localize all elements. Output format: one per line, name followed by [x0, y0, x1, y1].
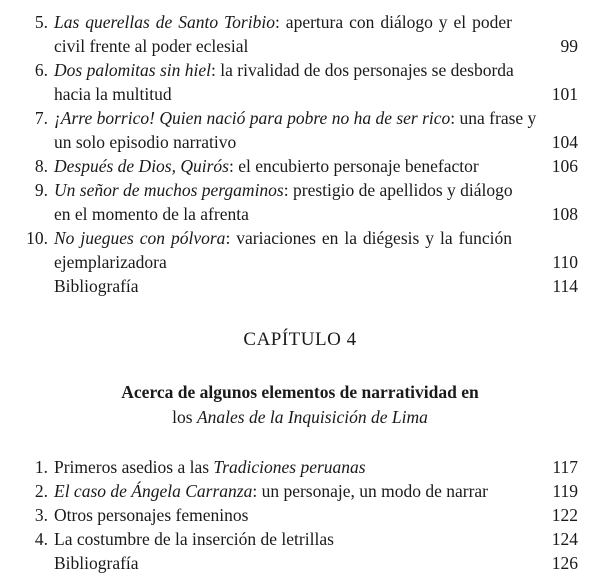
toc-entry[interactable]	[0, 455, 600, 479]
entry-text	[54, 479, 512, 503]
toc-entry[interactable]	[0, 10, 600, 58]
toc-chapter-4-list	[0, 455, 600, 575]
chapter-label: CAPÍTULO 4	[243, 329, 357, 350]
entry-number: 4.	[34, 529, 48, 549]
entry-text: Bibliografía	[54, 276, 139, 296]
entry-title: Un señor de muchos pergaminos	[54, 180, 284, 200]
entry-prefix: Primeros asedios a las	[54, 457, 214, 477]
entry-number: 5.	[34, 12, 48, 32]
entry-text	[54, 503, 512, 527]
entry-text-continued: en el momento de la afrenta	[54, 204, 249, 224]
entry-page-number: 101	[551, 84, 578, 104]
entry-title: ¡Arre borrico! Quien nació para pobre no ha de ser rico	[54, 108, 451, 128]
entry-number: 3.	[34, 505, 48, 525]
entry-description: : un personaje, un modo de narrar	[252, 481, 489, 501]
toc-entry[interactable]	[0, 503, 600, 527]
entry-text	[54, 455, 512, 479]
entry-text	[54, 527, 512, 551]
entry-description: : apertura con diálogo y el poder	[274, 12, 512, 32]
entry-page-number: 126	[551, 553, 578, 573]
entry-prefix: Otros personajes femeninos	[54, 505, 249, 525]
entry-description: : la rivalidad de dos personajes se desborda	[211, 60, 514, 80]
entry-page-number: 99	[560, 36, 578, 56]
toc-entry[interactable]	[0, 154, 600, 178]
entry-number: 8.	[34, 156, 48, 176]
entry-text	[54, 226, 512, 250]
entry-description: : prestigio de apellidos y diálogo	[283, 180, 513, 200]
entry-title: Tradiciones peruanas	[213, 457, 366, 477]
entry-prefix: Bibliografía	[54, 553, 139, 573]
entry-page-number: 114	[552, 276, 578, 296]
entry-page-number: 124	[551, 529, 578, 549]
entry-page-number: 108	[551, 204, 578, 224]
entry-description: : variaciones en la diégesis y la función	[225, 228, 512, 248]
entry-page-number: 106	[551, 156, 578, 176]
entry-text-continued: ejemplarizadora	[54, 252, 167, 272]
entry-text-continued: civil frente al poder eclesial	[54, 36, 249, 56]
toc-entry[interactable]	[0, 178, 600, 226]
entry-title: Después de Dios, Quirós	[54, 156, 229, 176]
toc-entry[interactable]	[0, 479, 600, 503]
entry-text	[54, 106, 537, 130]
entry-number: 2.	[34, 481, 48, 501]
chapter-heading: Acerca de algunos elementos de narratividad en	[121, 382, 479, 402]
entry-description: : el encubierto personaje benefactor	[229, 156, 479, 176]
toc-entry[interactable]	[0, 106, 600, 154]
entry-text-continued: un solo episodio narrativo	[54, 132, 237, 152]
toc-chapter-3-list	[0, 10, 600, 298]
entry-page-number: 104	[551, 132, 578, 152]
entry-text-continued: hacia la multitud	[54, 84, 172, 104]
entry-page-number: 119	[552, 481, 578, 501]
entry-number: 7.	[34, 108, 48, 128]
toc-entry[interactable]	[0, 226, 600, 274]
toc-entry-bibliography[interactable]	[0, 274, 600, 298]
entry-number: 10.	[26, 228, 48, 248]
chapter-subheading	[0, 405, 600, 429]
toc-entry-bibliography[interactable]	[0, 551, 600, 575]
entry-number: 6.	[34, 60, 48, 80]
entry-text	[54, 551, 512, 575]
entry-title: Las querellas de Santo Toribio	[54, 12, 275, 32]
entry-title: Dos palomitas sin hiel	[54, 60, 212, 80]
subheading-prefix: los	[172, 407, 197, 427]
entry-title: El caso de Ángela Carranza	[54, 481, 253, 501]
entry-page-number: 110	[552, 252, 578, 272]
entry-number: 9.	[34, 180, 48, 200]
entry-page-number: 122	[551, 505, 578, 525]
entry-text	[54, 154, 512, 178]
entry-description: : una frase y	[450, 108, 537, 128]
entry-text	[54, 178, 512, 202]
entry-text	[54, 58, 512, 82]
entry-page-number: 117	[552, 457, 578, 477]
entry-text	[54, 10, 512, 34]
entry-number: 1.	[34, 457, 48, 477]
entry-title: No juegues con pólvora	[54, 228, 226, 248]
entry-prefix: La costumbre de la inserción de letrillas	[54, 529, 334, 549]
subheading-title: Anales de la Inquisición de Lima	[196, 407, 428, 427]
toc-entry[interactable]	[0, 527, 600, 551]
toc-entry[interactable]	[0, 58, 600, 106]
